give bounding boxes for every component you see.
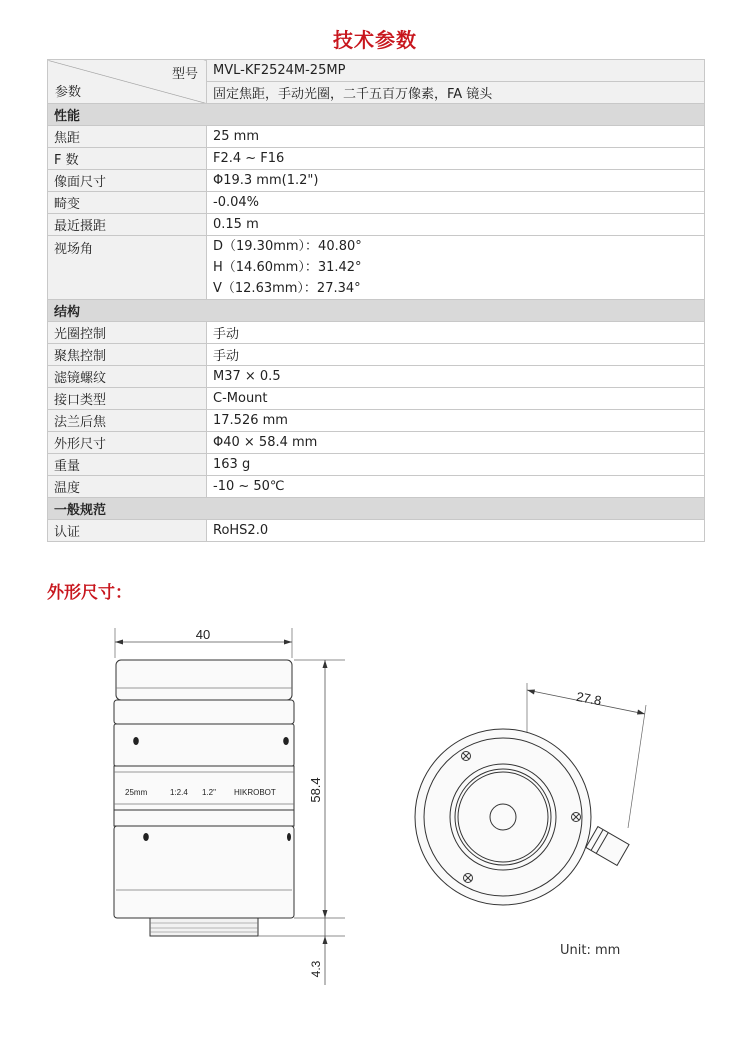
lens-aperture-text: 1:2.4 [170,788,188,797]
row-value: -10 ~ 50℃ [207,476,705,498]
row-label: 滤镜螺纹 [48,366,207,388]
row-value: Φ19.3 mm(1.2") [207,170,705,192]
row-value: Φ40 × 58.4 mm [207,432,705,454]
dimension-drawing [0,610,750,1000]
table-row [48,410,705,432]
row-label: 接口类型 [48,388,207,410]
param-header-label: 参数 [55,85,82,100]
row-label: 法兰后焦 [48,410,207,432]
row-value: 0.15 m [207,214,705,236]
section-structure-label: 结构 [48,300,705,322]
header-diagonal-cell [48,60,207,104]
fov-row [48,236,705,300]
table-row [48,214,705,236]
row-label: 重量 [48,454,207,476]
unit-label: Unit: mm [560,943,621,958]
section-performance-label: 性能 [48,104,705,126]
table-row [48,432,705,454]
table-row [48,126,705,148]
model-header-label: 型号 [171,67,198,82]
row-label: F 数 [48,148,207,170]
width-dimension-label: 40 [195,627,211,642]
row-value: 17.526 mm [207,410,705,432]
table-row [48,170,705,192]
row-value: -0.04% [207,192,705,214]
table-row [48,454,705,476]
model-value: MVL-KF2524M-25MP [207,60,705,82]
row-label: 焦距 [48,126,207,148]
mount-dimension-label: 4.3 [309,960,323,978]
lens-brand-text: HIKROBOT [234,788,276,797]
row-value: M37 × 0.5 [207,366,705,388]
lens-rear-view [415,683,646,905]
fov-diagonal: D（19.30mm）：40.80° [213,239,362,254]
table-row [48,366,705,388]
table-row [48,322,705,344]
table-row [48,476,705,498]
table-row [48,344,705,366]
row-value: 25 mm [207,126,705,148]
lens-side-view [114,628,345,985]
row-label: 畸变 [48,192,207,214]
dimensions-title: 外形尺寸： [47,583,132,603]
row-value: C-Mount [207,388,705,410]
row-label: 外形尺寸 [48,432,207,454]
lens-format-text: 1.2" [202,788,216,797]
page-title: 技术参数 [333,28,417,52]
lens-focal-text: 25mm [125,788,148,797]
table-row [48,148,705,170]
section-general-label: 一般规范 [48,498,705,520]
table-row [48,520,705,542]
row-value: RoHS2.0 [207,520,705,542]
table-row [48,192,705,214]
description-value: 固定焦距，手动光圈，二千五百万像素，FA 镜头 [207,82,705,104]
row-label: 认证 [48,520,207,542]
table-row [48,388,705,410]
fov-vertical: V（12.63mm）：27.34° [213,281,361,296]
offset-dimension-label: 27.8 [575,688,603,709]
section-performance [48,104,705,126]
spec-table [47,59,705,542]
row-value: 手动 [207,344,705,366]
fov-horizontal: H（14.60mm）：31.42° [213,260,362,275]
section-general [48,498,705,520]
row-label: 像面尺寸 [48,170,207,192]
row-label: 聚焦控制 [48,344,207,366]
fov-label: 视场角 [48,236,207,300]
row-label: 最近摄距 [48,214,207,236]
row-label: 温度 [48,476,207,498]
row-label: 光圈控制 [48,322,207,344]
model-row [48,60,705,82]
height-dimension-label: 58.4 [308,777,323,803]
row-value: 手动 [207,322,705,344]
section-structure [48,300,705,322]
row-value: 163 g [207,454,705,476]
row-value: F2.4 ~ F16 [207,148,705,170]
